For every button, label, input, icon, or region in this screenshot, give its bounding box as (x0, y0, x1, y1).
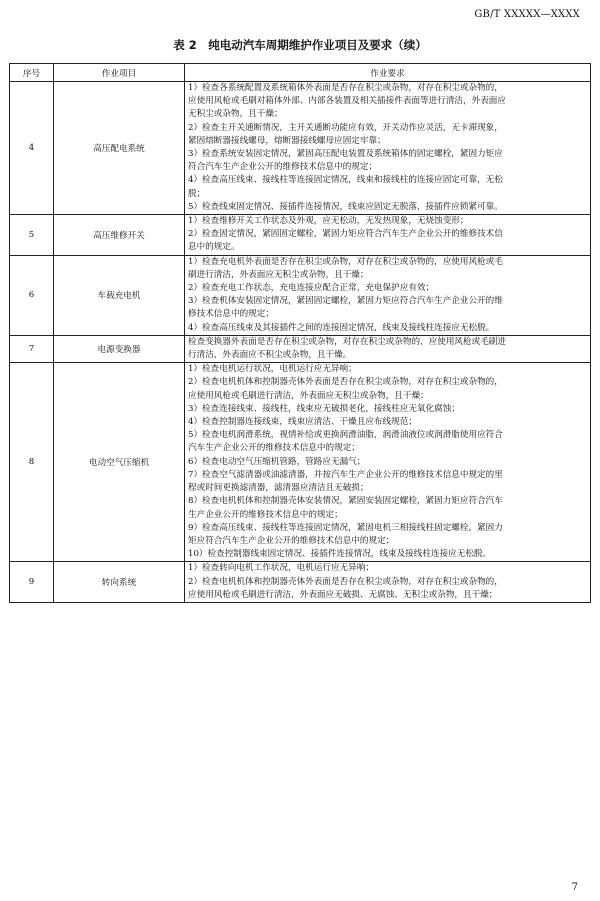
requirement-line: 生产企业公开的维修技术信息中的规定； (188, 509, 343, 520)
header-requirement: 作业要求 (185, 64, 591, 82)
header-seq: 序号 (10, 64, 54, 82)
requirement-line: 应使用风枪或毛刷进行清洁，外表面应无破损、无腐蚀、无积尘或杂物，且干燥； (188, 589, 498, 600)
requirement-line: 符合汽车生产企业公开的维修技术信息中的规定； (188, 162, 378, 173)
row-seq: 9 (10, 562, 54, 603)
requirement-line: 2）检查充电工作状态，充电连接应配合正常，充电保护应有效； (188, 283, 435, 294)
requirement-line: 9）检查高压线束、接线柱等连接固定情况，紧固电机三相接线柱固定螺栓，紧固力 (188, 522, 503, 533)
requirement-line: 2）检查电机机体和控制器壳体外表面是否存在积尘或杂物，对存在积尘或杂物的， (188, 576, 503, 587)
requirement-line: 刷进行清洁，外表面应无积尘或杂物，且干燥； (188, 269, 369, 280)
requirement-line: 4）检查高压线束、接线柱等连接固定情况，线束和接线柱的连接应固定可靠，无松 (188, 175, 503, 186)
requirement-line: 修技术信息中的规定； (188, 309, 274, 320)
row-item: 转向系统 (54, 562, 185, 603)
table-row (10, 215, 591, 256)
requirement-line: 应使用风枪或毛刷对箱体外部、内部各装置及相关插接件表面等进行清洁，外表面应 (188, 96, 506, 107)
requirement-line: 程或时间更换滤清器，滤清器应清洁且无破损； (188, 483, 369, 494)
row-requirements (185, 363, 591, 562)
requirement-line: 1）检查转向电机工作状况，电机运行应无异响； (188, 563, 374, 574)
requirement-line: 1）检查电机运行状况，电机运行应无异响； (188, 364, 357, 375)
requirement-line: 应使用风枪或毛刷进行清洁，外表面应无积尘或杂物，且干燥； (188, 390, 429, 401)
requirement-line: 3）检查连接线束、接线柱，线束应无破损老化，接线柱应无氧化腐蚀； (188, 403, 460, 414)
row-seq: 7 (10, 335, 54, 362)
header-item: 作业项目 (54, 64, 185, 82)
requirement-line: 紧固熔断器接线螺母，熔断器接线螺母应固定牢靠； (188, 135, 386, 146)
requirement-line: 矩应符合汽车生产企业公开的维修技术信息中的规定； (188, 535, 395, 546)
requirement-line: 行清洁，外表面应不积尘或杂物，且干燥。 (188, 350, 352, 361)
table-title: 表 2 纯电动汽车周期维护作业项目及要求（续） (173, 38, 427, 52)
row-requirements (185, 215, 591, 256)
requirement-line: 7）检查空气滤清器或油滤清器，并按汽车生产企业公开的维修技术信息中规定的里 (188, 469, 503, 480)
requirement-line: 3）检查系统安装固定情况，紧固高压配电装置及系统箱体的固定螺栓，紧固力矩应 (188, 149, 503, 160)
row-item: 电源变换器 (54, 335, 185, 362)
row-requirements (185, 82, 591, 215)
requirement-line: 息中的规定。 (188, 242, 240, 253)
row-seq: 8 (10, 363, 54, 562)
requirement-line: 1）检查各系统配置及系统箱体外表面是否存在积尘或杂物，对存在积尘或杂物的， (188, 83, 503, 93)
row-requirements (185, 335, 591, 362)
row-requirements (185, 255, 591, 335)
requirement-line: 无积尘或杂物，且干燥； (188, 109, 283, 120)
requirement-line: 4）检查高压线束及其接插件之间的连接固定情况，线束及接线柱连接应无松脱。 (188, 322, 495, 333)
requirement-line: 10）检查控制器线束固定情况、接插件连接情况，线束及接线柱连接应无松脱。 (188, 549, 492, 560)
row-seq: 6 (10, 255, 54, 335)
row-item: 电动空气压缩机 (54, 363, 185, 562)
requirement-line: 5）检查线束固定情况、接插件连接情况，线束应固定无脱落，接插件应锁紧可靠。 (188, 201, 503, 212)
maintenance-table (9, 63, 591, 603)
requirement-line: 4）检查控制器连接线束，线束应清洁、干燥且应布线规范； (188, 417, 417, 428)
standard-code: GB/T XXXXX—XXXX (474, 9, 580, 20)
requirement-line: 1）检查维修开关工作状态及外观，应无松动，无发热现象，无烧蚀变形； (188, 216, 469, 227)
page-number: 7 (571, 882, 578, 893)
requirement-line: 检查变换器外表面是否存在积尘或杂物，对存在积尘或杂物的，应使用风枪或毛刷进 (188, 336, 506, 347)
row-seq: 5 (10, 215, 54, 256)
table-header-row (10, 64, 591, 82)
row-seq: 4 (10, 82, 54, 215)
requirement-line: 3）检查机体安装固定情况，紧固固定螺栓，紧固力矩应符合汽车生产企业公开的维 (188, 296, 503, 307)
requirement-line: 2）检查主开关通断情况，主开关通断功能应有效，开关动作应灵活，无卡滞现象， (188, 122, 503, 133)
table-row (10, 363, 591, 562)
row-item: 高压配电系统 (54, 82, 185, 215)
table-row (10, 562, 591, 603)
requirement-line: 脱； (188, 188, 206, 199)
row-item: 高压维修开关 (54, 215, 185, 256)
table-row (10, 82, 591, 215)
row-item: 车载充电机 (54, 255, 185, 335)
requirement-line: 汽车生产企业公开的维修技术信息中的规定； (188, 443, 360, 454)
requirement-line: 6）检查电动空气压缩机管路，管路应无漏气； (188, 456, 366, 467)
requirement-line: 2）检查电机机体和控制器壳体外表面是否存在积尘或杂物，对存在积尘或杂物的， (188, 377, 503, 388)
requirement-line: 5）检查电机润滑系统，视情补给或更换润滑油脂，润滑油液位或润滑脂使用应符合 (188, 430, 503, 441)
requirement-line: 8）检查电机机体和控制器壳体安装情况，紧固安装固定螺栓，紧固力矩应符合汽车 (188, 496, 503, 507)
row-requirements (185, 562, 591, 603)
requirement-line: 2）检查固定情况，紧固固定螺栓，紧固力矩应符合汽车生产企业公开的维修技术信 (188, 229, 503, 240)
table-row (10, 335, 591, 362)
table-row (10, 255, 591, 335)
requirement-line: 1）检查充电机外表面是否存在积尘或杂物，对存在积尘或杂物的，应使用风枪或毛 (188, 256, 503, 267)
